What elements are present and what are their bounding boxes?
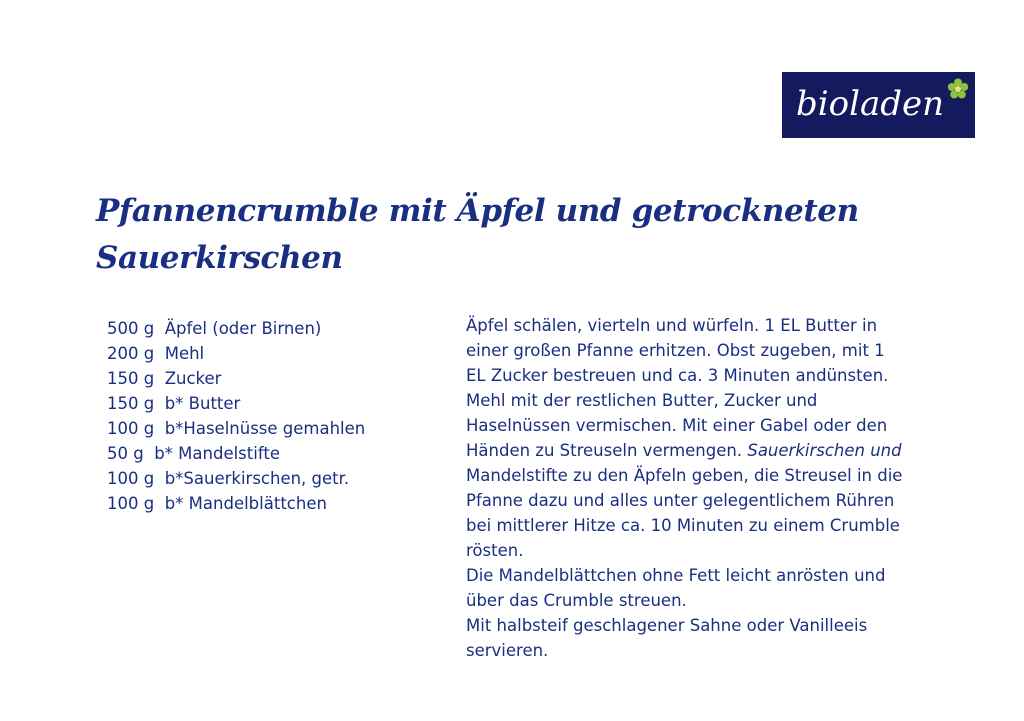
instruction-line: Mehl mit der restlichen Butter, Zucker und [466,391,818,410]
instruction-line: Äpfel schälen, vierteln und würfeln. 1 EL Butter in [466,316,878,335]
ingredient-item: 500 g Äpfel (oder Birnen) [107,319,322,338]
instruction-line: Pfanne dazu und alles unter gelegentlichem Rühren [466,491,895,510]
bioladen-logo [782,72,975,138]
instruction-line: rösten. [466,541,524,560]
instruction-line: Mit halbsteif geschlagener Sahne oder Vanilleeis [466,616,868,635]
ingredient-item: 50 g b* Mandelstifte [107,444,280,463]
recipe-instructions [466,313,956,663]
ingredient-item: 200 g Mehl [107,344,205,363]
instruction-text: Händen zu Streuseln vermengen. [466,441,748,460]
instruction-line [466,438,956,463]
recipe-title [96,188,916,282]
instruction-line: bei mittlerer Hitze ca. 10 Minuten zu einem Crumble [466,516,900,535]
ingredient-list [107,316,365,516]
instruction-line: Mandelstifte zu den Äpfeln geben, die Streusel in die [466,466,903,485]
ingredient-item: 100 g b*Haselnüsse gemahlen [107,419,366,438]
instruction-line: über das Crumble streuen. [466,591,687,610]
logo-text: bioladen [796,84,945,124]
instruction-line: servieren. [466,641,549,660]
instruction-line: EL Zucker bestreuen und ca. 3 Minuten andünsten. [466,366,889,385]
ingredient-item: 100 g b*Sauerkirschen, getr. [107,469,350,488]
title-line-1: Pfannencrumble mit Äpfel und getrockneten [96,193,859,229]
instruction-line: Die Mandelblättchen ohne Fett leicht anrösten und [466,566,886,585]
instruction-italic-text: Sauerkirschen und [747,441,902,460]
title-line-2: Sauerkirschen [96,240,343,276]
instruction-line: Haselnüssen vermischen. Mit einer Gabel oder den [466,416,888,435]
instruction-line: einer großen Pfanne erhitzen. Obst zugeben, mit 1 [466,341,885,360]
flower-icon [947,78,969,100]
ingredient-item: 100 g b* Mandelblättchen [107,494,327,513]
ingredient-item: 150 g Zucker [107,369,222,388]
ingredient-item: 150 g b* Butter [107,394,241,413]
